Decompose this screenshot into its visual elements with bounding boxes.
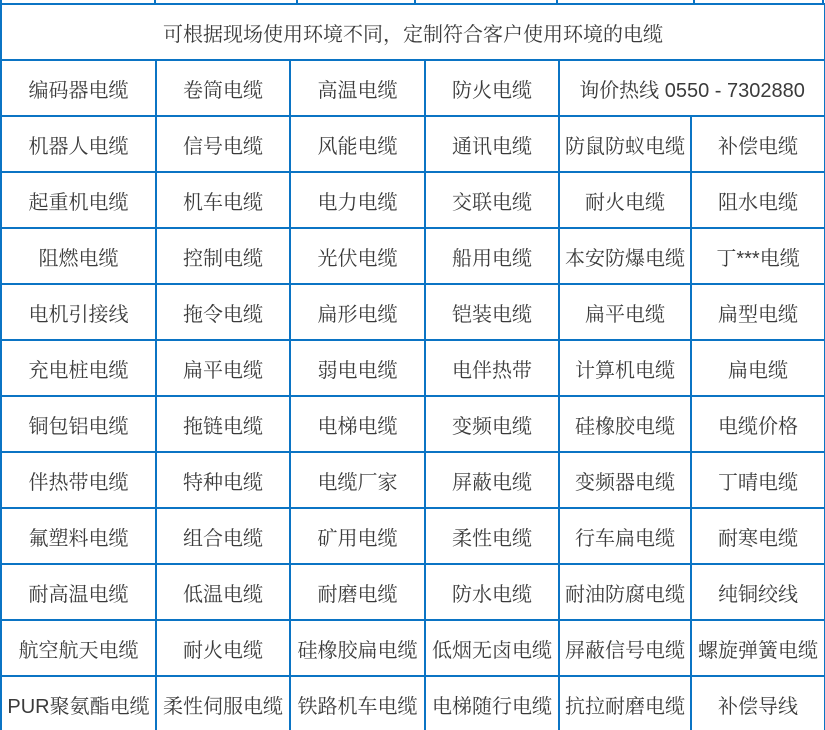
cable-category-cell[interactable]: 耐磨电缆 (290, 564, 425, 620)
cable-category-cell[interactable]: 组合电缆 (156, 508, 290, 564)
cable-category-cell[interactable]: 充电桩电缆 (1, 340, 156, 396)
cable-category-cell[interactable]: 机器人电缆 (1, 116, 156, 172)
cable-category-cell[interactable]: 低温电缆 (156, 564, 290, 620)
cable-category-cell[interactable]: 扁型电缆 (691, 284, 825, 340)
sliver-border (414, 0, 416, 3)
cable-category-cell[interactable]: 风能电缆 (290, 116, 425, 172)
cable-category-cell[interactable]: 弱电电缆 (290, 340, 425, 396)
cable-category-cell[interactable]: 特种电缆 (156, 452, 290, 508)
cable-category-cell[interactable]: 拖令电缆 (156, 284, 290, 340)
table-row (1, 340, 825, 396)
cable-category-cell[interactable]: 丁***电缆 (691, 228, 825, 284)
cable-category-cell[interactable]: 电伴热带 (425, 340, 559, 396)
cable-category-cell[interactable]: 丁晴电缆 (691, 452, 825, 508)
cable-category-cell[interactable]: 屏蔽信号电缆 (559, 620, 691, 676)
cable-category-cell[interactable]: 电机引接线 (1, 284, 156, 340)
cable-category-cell[interactable]: 计算机电缆 (559, 340, 691, 396)
cable-category-table (0, 3, 825, 730)
cable-category-cell[interactable]: 电梯随行电缆 (425, 676, 559, 730)
custom-cable-banner: 可根据现场使用环境不同，定制符合客户使用环境的电缆 (1, 4, 825, 60)
table-row (1, 452, 825, 508)
cable-category-cell[interactable]: 硅橡胶电缆 (559, 396, 691, 452)
cable-category-cell[interactable]: 氟塑料电缆 (1, 508, 156, 564)
cable-category-cell[interactable]: 铠装电缆 (425, 284, 559, 340)
cable-category-cell[interactable]: 机车电缆 (156, 172, 290, 228)
table-row (1, 620, 825, 676)
sliver-border (693, 0, 695, 3)
cable-category-cell[interactable]: 高温电缆 (290, 60, 425, 116)
cable-category-cell[interactable]: 防火电缆 (425, 60, 559, 116)
cable-category-cell[interactable]: 低烟无卤电缆 (425, 620, 559, 676)
cable-category-cell[interactable]: 变频电缆 (425, 396, 559, 452)
cable-category-cell[interactable]: 耐火电缆 (559, 172, 691, 228)
cable-category-cell[interactable]: 硅橡胶扁电缆 (290, 620, 425, 676)
cable-category-cell[interactable]: 铜包铝电缆 (1, 396, 156, 452)
cable-category-cell[interactable]: 阻水电缆 (691, 172, 825, 228)
cable-category-cell[interactable]: 矿用电缆 (290, 508, 425, 564)
cable-category-cell[interactable]: 铁路机车电缆 (290, 676, 425, 730)
cable-category-cell[interactable]: 扁形电缆 (290, 284, 425, 340)
cable-category-cell[interactable]: 行车扁电缆 (559, 508, 691, 564)
cable-category-cell[interactable]: 本安防爆电缆 (559, 228, 691, 284)
cable-category-cell[interactable]: 信号电缆 (156, 116, 290, 172)
table-row (1, 116, 825, 172)
sliver-border (822, 0, 824, 3)
cable-category-cell[interactable]: 阻燃电缆 (1, 228, 156, 284)
cable-category-cell[interactable]: 耐火电缆 (156, 620, 290, 676)
cable-category-cell[interactable]: 柔性伺服电缆 (156, 676, 290, 730)
cable-category-cell[interactable]: 屏蔽电缆 (425, 452, 559, 508)
cable-category-cell[interactable]: 扁平电缆 (559, 284, 691, 340)
cable-category-cell[interactable]: 卷筒电缆 (156, 60, 290, 116)
sliver-border (556, 0, 558, 3)
table-row (1, 172, 825, 228)
cable-category-cell[interactable]: 伴热带电缆 (1, 452, 156, 508)
cable-category-cell[interactable]: 螺旋弹簧电缆 (691, 620, 825, 676)
cable-category-cell[interactable]: 补偿电缆 (691, 116, 825, 172)
cable-category-cell[interactable]: 电缆厂家 (290, 452, 425, 508)
cutoff-row-sliver (0, 0, 824, 3)
cable-category-cell[interactable]: 柔性电缆 (425, 508, 559, 564)
cable-category-cell[interactable]: 通讯电缆 (425, 116, 559, 172)
cable-category-cell[interactable]: 交联电缆 (425, 172, 559, 228)
cable-category-cell[interactable]: 电力电缆 (290, 172, 425, 228)
table-row (1, 396, 825, 452)
cable-category-cell[interactable]: 拖链电缆 (156, 396, 290, 452)
table-row (1, 676, 825, 730)
cable-category-cell[interactable]: 电梯电缆 (290, 396, 425, 452)
table-row (1, 508, 825, 564)
cable-category-cell[interactable]: 纯铜绞线 (691, 564, 825, 620)
cable-category-cell[interactable]: 变频器电缆 (559, 452, 691, 508)
cable-category-cell[interactable]: 控制电缆 (156, 228, 290, 284)
cable-category-cell[interactable]: PUR聚氨酯电缆 (1, 676, 156, 730)
cable-category-cell[interactable]: 抗拉耐磨电缆 (559, 676, 691, 730)
cable-category-cell[interactable]: 扁平电缆 (156, 340, 290, 396)
sliver-border (154, 0, 156, 3)
cable-category-cell[interactable]: 耐油防腐电缆 (559, 564, 691, 620)
table-row (1, 284, 825, 340)
cable-category-cell[interactable]: 编码器电缆 (1, 60, 156, 116)
cable-category-cell[interactable]: 扁电缆 (691, 340, 825, 396)
table-row (1, 564, 825, 620)
hotline-cell: 询价热线 0550 - 7302880 (559, 60, 825, 116)
table-row (1, 228, 825, 284)
cable-category-cell[interactable]: 起重机电缆 (1, 172, 156, 228)
cable-category-cell[interactable]: 船用电缆 (425, 228, 559, 284)
table-row (1, 60, 825, 116)
cable-category-cell[interactable]: 补偿导线 (691, 676, 825, 730)
cable-category-cell[interactable]: 光伏电缆 (290, 228, 425, 284)
banner-row (1, 4, 825, 60)
cable-category-cell[interactable]: 防水电缆 (425, 564, 559, 620)
cable-category-cell[interactable]: 耐高温电缆 (1, 564, 156, 620)
cable-category-cell[interactable]: 防鼠防蚁电缆 (559, 116, 691, 172)
sliver-border (296, 0, 298, 3)
cable-category-cell[interactable]: 航空航天电缆 (1, 620, 156, 676)
cable-category-cell[interactable]: 电缆价格 (691, 396, 825, 452)
cable-category-cell[interactable]: 耐寒电缆 (691, 508, 825, 564)
sliver-border (0, 0, 2, 3)
